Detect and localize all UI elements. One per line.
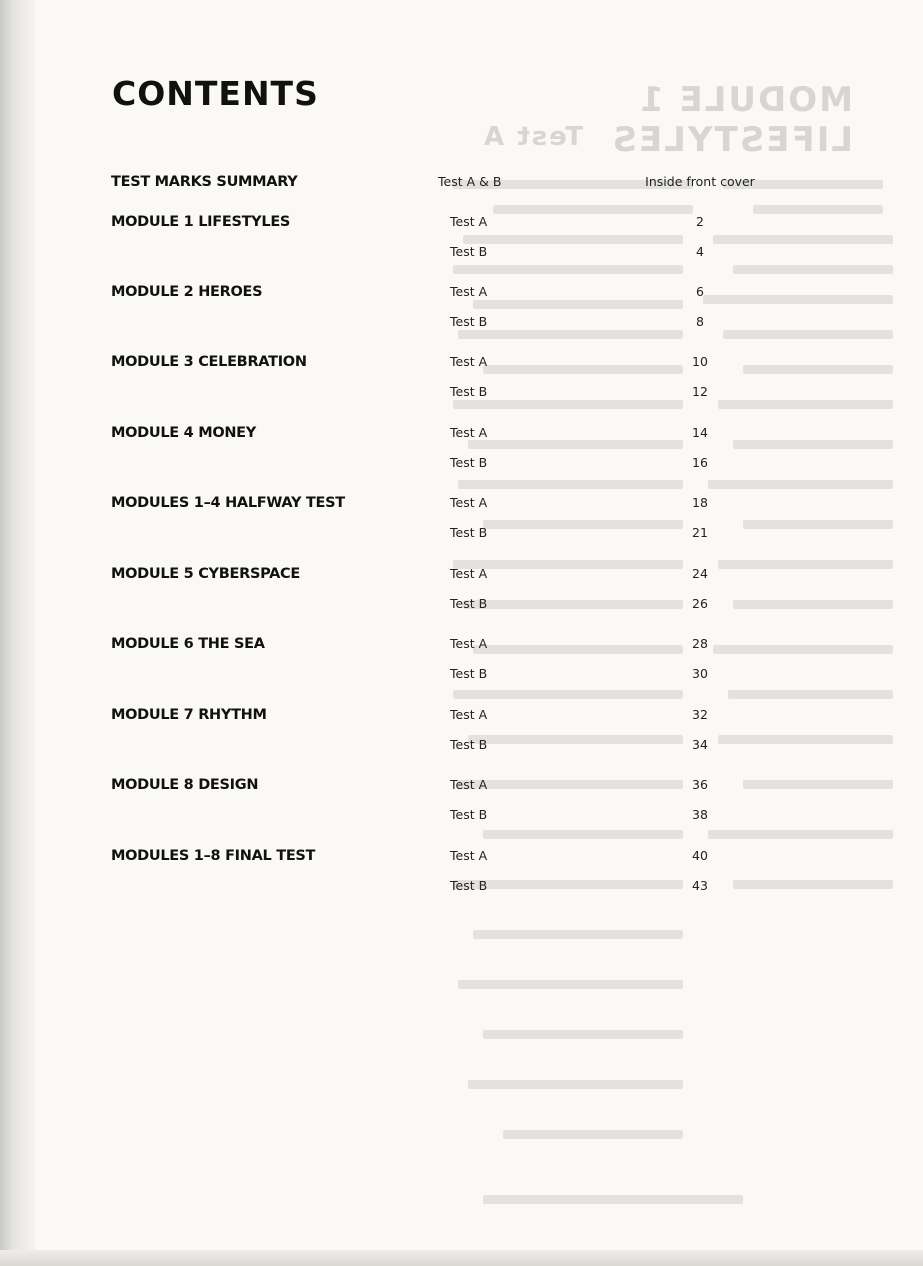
toc-module-title: MODULE 7 RHYTHM xyxy=(111,707,267,723)
toc-page-number: 8 xyxy=(696,314,704,329)
toc-test-label: Test B xyxy=(450,455,488,470)
toc-entry-halfway-test-b[interactable] xyxy=(0,525,923,555)
toc-page-number: 2 xyxy=(696,214,704,229)
toc-test-label: Test A xyxy=(450,848,488,863)
toc-page-number: 18 xyxy=(692,495,708,510)
toc-page-number: 43 xyxy=(692,878,708,893)
toc-entry-module-8-test-b[interactable] xyxy=(0,807,923,837)
toc-entry-module-6[interactable] xyxy=(0,636,923,666)
toc-entry-module-4[interactable] xyxy=(0,425,923,455)
toc-page-number: 34 xyxy=(692,737,708,752)
toc-test-label: Test B xyxy=(450,666,488,681)
toc-test-label: Test A xyxy=(450,214,488,229)
toc-page-number: 28 xyxy=(692,636,708,651)
toc-test-label: Test B xyxy=(450,878,488,893)
toc-test-label: Test A & B xyxy=(438,174,502,189)
toc-test-label: Test B xyxy=(450,525,488,540)
toc-entry-module-7[interactable] xyxy=(0,707,923,737)
toc-test-label: Test B xyxy=(450,244,488,259)
toc-test-label: Test B xyxy=(450,737,488,752)
toc-entry-module-2[interactable] xyxy=(0,284,923,314)
toc-test-label: Test A xyxy=(450,495,488,510)
toc-entry-final-test[interactable] xyxy=(0,848,923,878)
toc-entry-module-7-test-b[interactable] xyxy=(0,737,923,767)
toc-module-title: TEST MARKS SUMMARY xyxy=(111,174,298,190)
toc-entry-module-3[interactable] xyxy=(0,354,923,384)
toc-entry-module-2-test-b[interactable] xyxy=(0,314,923,344)
toc-test-label: Test B xyxy=(450,314,488,329)
toc-page-number: 10 xyxy=(692,354,708,369)
toc-page-number: 6 xyxy=(696,284,704,299)
toc-entry-module-8[interactable] xyxy=(0,777,923,807)
toc-test-label: Test A xyxy=(450,566,488,581)
toc-entry-module-5-test-b[interactable] xyxy=(0,596,923,626)
toc-test-label: Test A xyxy=(450,354,488,369)
toc-page-number: 36 xyxy=(692,777,708,792)
toc-entry-halfway-test[interactable] xyxy=(0,495,923,525)
toc-test-label: Test B xyxy=(450,807,488,822)
toc-page-number: 30 xyxy=(692,666,708,681)
toc-test-label: Test A xyxy=(450,636,488,651)
toc-entry-module-3-test-b[interactable] xyxy=(0,384,923,414)
toc-test-label: Test A xyxy=(450,777,488,792)
toc-module-title: MODULE 3 CELEBRATION xyxy=(111,354,307,370)
toc-entry-test-marks-summary[interactable] xyxy=(0,174,923,204)
toc-page-number: 40 xyxy=(692,848,708,863)
toc-page-number: 14 xyxy=(692,425,708,440)
toc-module-title: MODULE 4 MONEY xyxy=(111,425,256,441)
toc-entry-module-5[interactable] xyxy=(0,566,923,596)
toc-entry-module-1-test-b[interactable] xyxy=(0,244,923,274)
toc-entry-module-1[interactable] xyxy=(0,214,923,244)
toc-test-label: Test A xyxy=(450,425,488,440)
toc-test-label: Test B xyxy=(450,596,488,611)
toc-test-label: Test A xyxy=(450,707,488,722)
toc-test-label: Test B xyxy=(450,384,488,399)
toc-module-title: MODULE 6 THE SEA xyxy=(111,636,265,652)
toc-page-number: 12 xyxy=(692,384,708,399)
toc-page-number: 4 xyxy=(696,244,704,259)
toc-module-title: MODULE 5 CYBERSPACE xyxy=(111,566,300,582)
toc-page-number: 32 xyxy=(692,707,708,722)
toc-page-number: 21 xyxy=(692,525,708,540)
toc-page-number: Inside front cover xyxy=(645,174,755,189)
toc-page-number: 26 xyxy=(692,596,708,611)
toc-module-title: MODULES 1–8 FINAL TEST xyxy=(111,848,316,864)
toc-module-title: MODULES 1–4 HALFWAY TEST xyxy=(111,495,345,511)
toc-page-number: 16 xyxy=(692,455,708,470)
toc-entry-final-test-b[interactable] xyxy=(0,878,923,908)
toc-module-title: MODULE 1 LIFESTYLES xyxy=(111,214,291,230)
page-edge xyxy=(0,1250,923,1266)
toc-entry-module-6-test-b[interactable] xyxy=(0,666,923,696)
toc-module-title: MODULE 8 DESIGN xyxy=(111,777,259,793)
toc-page-number: 24 xyxy=(692,566,708,581)
page-title: CONTENTS xyxy=(112,74,319,113)
show-through-bleed: MODULE 1 LIFESTYLES Test A xyxy=(420,0,923,1266)
toc-module-title: MODULE 2 HEROES xyxy=(111,284,263,300)
toc-test-label: Test A xyxy=(450,284,488,299)
toc-page-number: 38 xyxy=(692,807,708,822)
toc-entry-module-4-test-b[interactable] xyxy=(0,455,923,485)
